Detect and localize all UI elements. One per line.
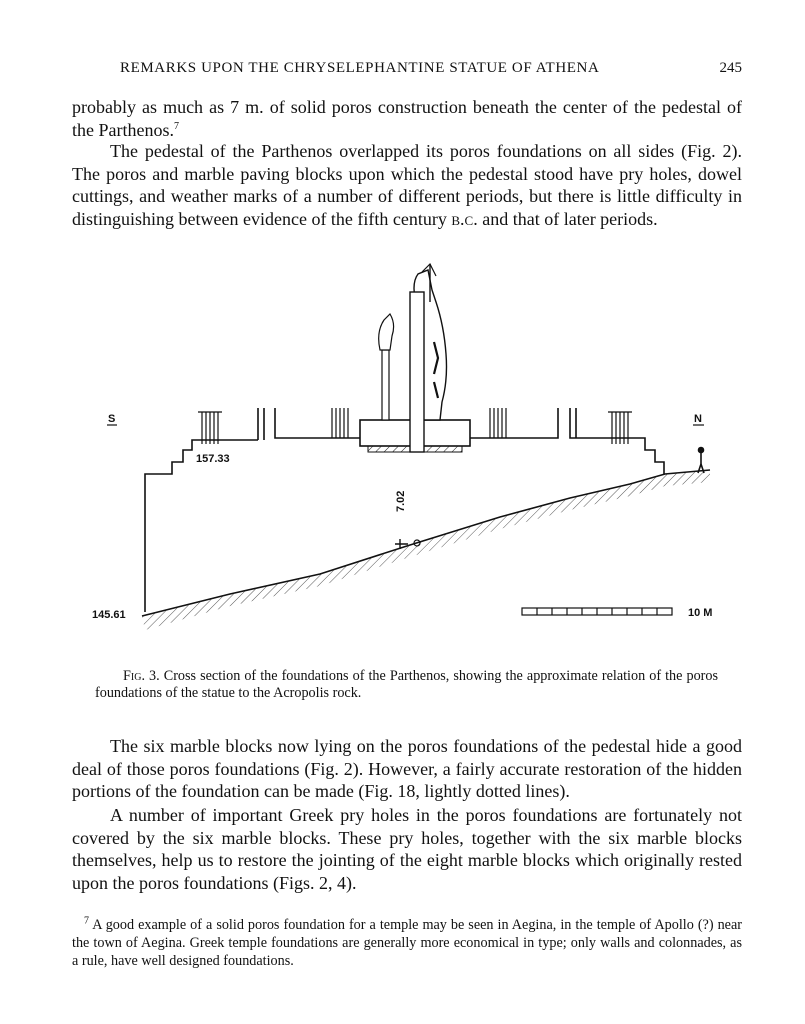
footnote-marker: 7 (84, 915, 89, 927)
figure-caption (95, 668, 718, 702)
scale-label: 10 M (688, 607, 713, 619)
south-label: S (108, 413, 116, 425)
paragraph-2-text-a: The pedestal of the Parthenos overlapped its poros foundations on all sides (Fig. 2). The poros and marble paving blocks upon which the pedestal stood have pry holes, dowel cuttings, and weather marks of a number of different periods, but there is little difficulty in distinguishing between evidence of the fifth century (72, 141, 742, 229)
cella-east-wall (470, 408, 558, 438)
caption-text: Cross section of the foundations of the Parthenos, showing the approximate relation of the poros foundations of the statue to the Acropolis rock. (95, 668, 718, 701)
era-abbrev: b.c. (451, 208, 478, 229)
north-colonnade (608, 412, 632, 444)
interior-colonnade-north (490, 408, 506, 438)
paragraph-4: A number of important Greek pry holes in the poros foundations are fortunately not covered by the six marble blocks. These pry holes, together with the six marble blocks themselves, help us to restore the jointing of the eight marble blocks which originally rested upon the poros foundations (Figs. 2, 4). (72, 805, 742, 893)
paragraph-1 (72, 96, 742, 141)
scale-bar (522, 608, 672, 615)
figure-3-cross-section (90, 262, 730, 652)
south-foundation-wall (145, 440, 258, 612)
south-wall-upper (258, 408, 264, 440)
cella-west-wall (275, 408, 360, 438)
depth-label-7-02: 7.02 (395, 490, 407, 512)
footnote-7 (72, 916, 742, 970)
paragraph-2 (72, 140, 742, 230)
rock-hatching (142, 470, 713, 630)
running-title: REMARKS UPON THE CHRYSELEPHANTINE STATUE OF ATHENA (120, 60, 600, 76)
north-foundation-wall (570, 408, 664, 474)
north-label: N (694, 413, 702, 425)
human-scale-figure (698, 448, 704, 474)
central-shaft (410, 292, 424, 452)
paragraph-1-text: probably as much as 7 m. of solid poros construction beneath the center of the pedestal of the Parthenos. (72, 97, 742, 140)
cross-section-drawing (90, 262, 730, 652)
nike-figure (379, 314, 394, 350)
footnote-ref-7: 7 (173, 120, 179, 132)
caption-label: Fig. 3. (123, 668, 160, 684)
footnote-text: A good example of a solid poros foundation for a temple may be seen in Aegina, in the temple of Apollo (?) near the town of Aegina. Greek temple foundations are generally more economical in type; only walls and colonnades, as a rule, have well designed foundations. (72, 917, 742, 969)
interior-colonnade-south (332, 408, 348, 438)
south-colonnade (198, 412, 222, 444)
paragraph-2-text-b: and that of later periods. (477, 208, 658, 229)
page-number: 245 (719, 60, 742, 76)
paragraph-3: The six marble blocks now lying on the poros foundations of the pedestal hide a good deal of those poros foundations (Fig. 2). However, a fairly accurate restoration of the hidden portions of the foundation can be made (Fig. 18, lightly dotted lines). (72, 736, 742, 801)
elevation-label-lower: 145.61 (92, 609, 126, 621)
elevation-label-upper: 157.33 (196, 453, 230, 465)
nike-support-column (382, 350, 389, 420)
running-header (120, 60, 742, 82)
